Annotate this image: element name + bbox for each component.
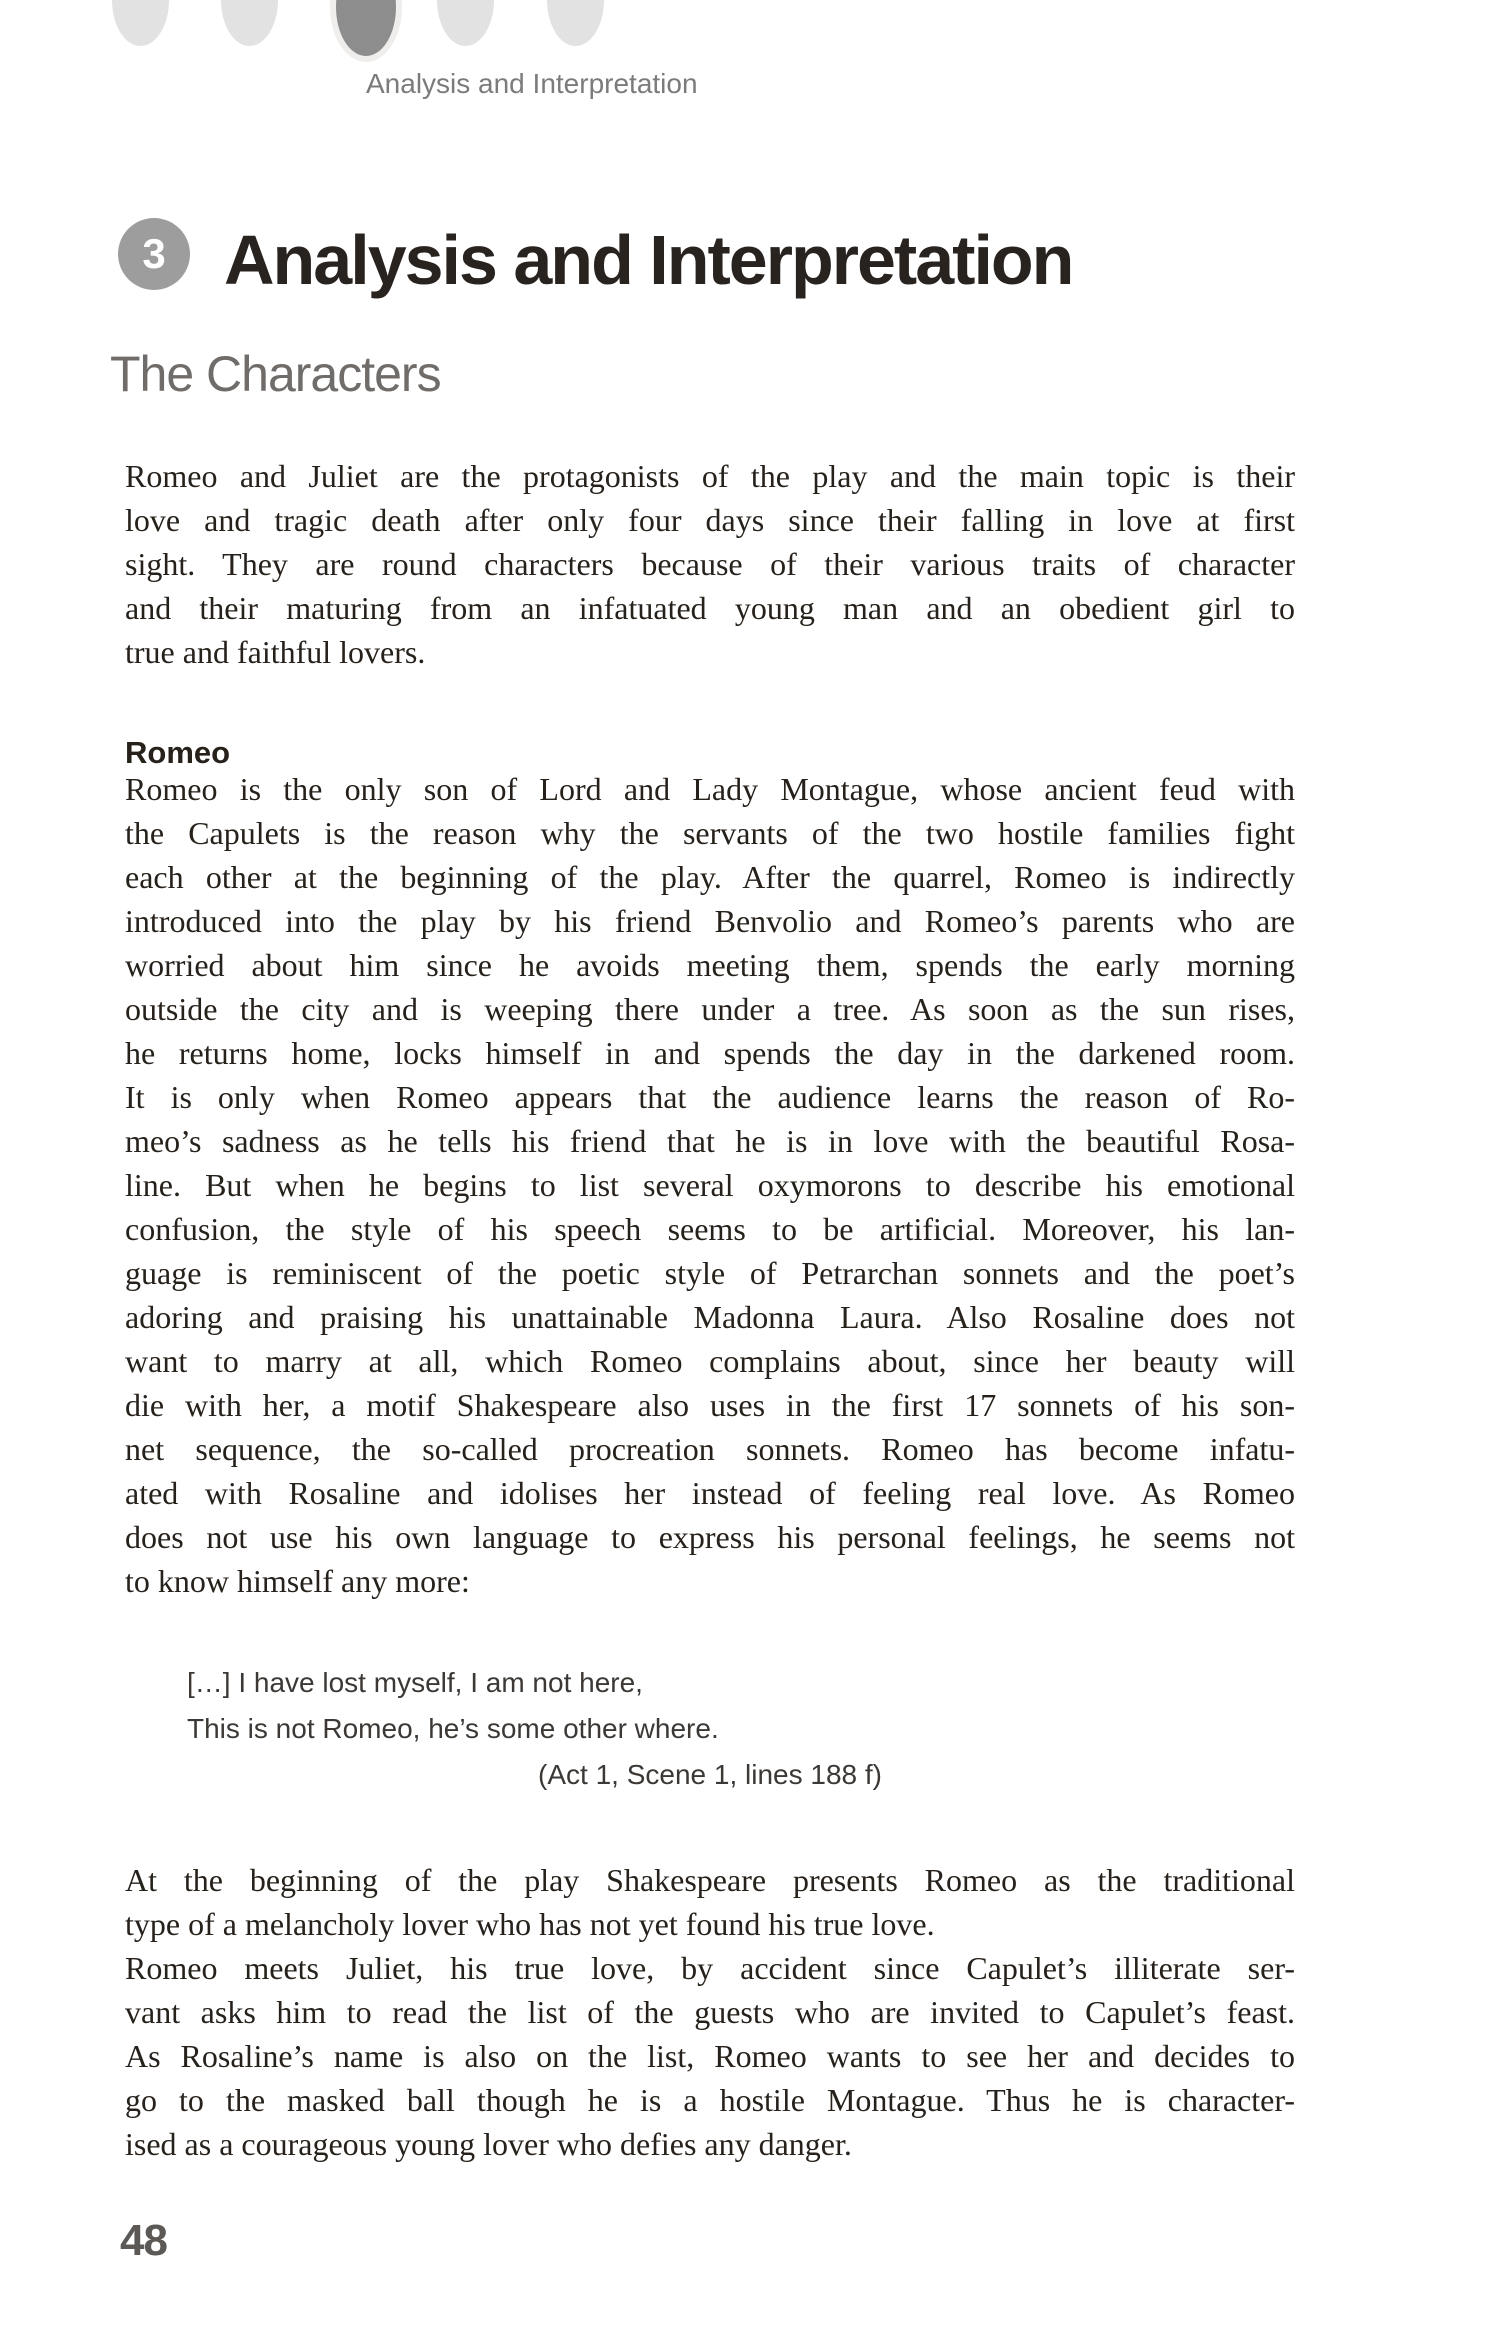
- text-line: net sequence, the so-called procreation sonnets. Romeo has become infatu-: [125, 1431, 1295, 1467]
- text-line: want to marry at all, which Romeo complains about, since her beauty will: [125, 1343, 1295, 1379]
- paragraph-romeo: [125, 767, 1295, 1603]
- text-line: Romeo is the only son of Lord and Lady Montague, whose ancient feud with: [125, 771, 1295, 807]
- text-line: adoring and praising his unattainable Madonna Laura. Also Rosaline does not: [125, 1299, 1295, 1335]
- text-line: guage is reminiscent of the poetic style of Petrarchan sonnets and the poet’s: [125, 1255, 1295, 1291]
- verse-quote: [187, 1660, 882, 1798]
- text-line: die with her, a motif Shakespeare also uses in the first 17 sonnets of his son-: [125, 1387, 1295, 1423]
- text-line: does not use his own language to express his personal feelings, he seems not: [125, 1519, 1295, 1555]
- text-line: and their maturing from an infatuated young man and an obedient girl to: [125, 590, 1295, 626]
- text-line: At the beginning of the play Shakespeare presents Romeo as the traditional: [125, 1862, 1295, 1898]
- section-title: The Characters: [110, 346, 441, 402]
- text-line: vant asks him to read the list of the guests who are invited to Capulet’s feast.: [125, 1994, 1295, 2030]
- progress-dot: [112, 0, 169, 46]
- progress-dot: [221, 0, 278, 46]
- chapter-number-badge: [118, 218, 190, 290]
- progress-dot-active: [330, 0, 402, 62]
- text-line: Romeo and Juliet are the protagonists of the play and the main topic is their: [125, 458, 1295, 494]
- text-line: he returns home, locks himself in and spends the day in the darkened room.: [125, 1035, 1295, 1071]
- running-header: Analysis and Interpretation: [366, 68, 698, 99]
- text-line: sight. They are round characters because of their various traits of character: [125, 546, 1295, 582]
- text-line: Romeo meets Juliet, his true love, by accident since Capulet’s illiterate ser-: [125, 1950, 1295, 1986]
- text-line: the Capulets is the reason why the servants of the two hostile families fight: [125, 815, 1295, 851]
- progress-dot: [547, 0, 604, 46]
- text-line: meo’s sadness as he tells his friend that he is in love with the beautiful Rosa-: [125, 1123, 1295, 1159]
- text-line: It is only when Romeo appears that the audience learns the reason of Ro-: [125, 1079, 1295, 1115]
- text-line: ated with Rosaline and idolises her instead of feeling real love. As Romeo: [125, 1475, 1295, 1511]
- text-line: As Rosaline’s name is also on the list, Romeo wants to see her and decides to: [125, 2038, 1295, 2074]
- text-line: outside the city and is weeping there under a tree. As soon as the sun rises,: [125, 991, 1295, 1027]
- text-line: introduced into the play by his friend Benvolio and Romeo’s parents who are: [125, 903, 1295, 939]
- text-line: true and faithful lovers.: [125, 634, 426, 670]
- chapter-number: 3: [142, 230, 166, 277]
- text-line: confusion, the style of his speech seems to be artificial. Moreover, his lan-: [125, 1211, 1295, 1247]
- page-number: 48: [120, 2216, 167, 2265]
- text-line: love and tragic death after only four days since their falling in love at first: [125, 502, 1295, 538]
- chapter-title: Analysis and Interpretation: [224, 221, 1073, 299]
- quote-line: This is not Romeo, he’s some other where.: [187, 1713, 719, 1744]
- paragraph-closing-a: [125, 1858, 1295, 1946]
- paragraph-closing-b: [125, 1946, 1295, 2166]
- subsection-label-romeo: Romeo: [125, 735, 231, 770]
- paragraph-intro: [125, 454, 1295, 674]
- text-line: worried about him since he avoids meeting them, spends the early morning: [125, 947, 1295, 983]
- text-line: go to the masked ball though he is a hostile Montague. Thus he is character-: [125, 2082, 1295, 2118]
- text-line: line. But when he begins to list several oxymorons to describe his emotional: [125, 1167, 1295, 1203]
- text-line: type of a melancholy lover who has not yet found his true love.: [125, 1906, 935, 1942]
- quote-line: […] I have lost myself, I am not here,: [187, 1667, 643, 1698]
- quote-citation: (Act 1, Scene 1, lines 188 f): [538, 1759, 882, 1790]
- text-line: ised as a courageous young lover who defies any danger.: [125, 2126, 852, 2162]
- progress-dot: [437, 0, 494, 46]
- text-line: to know himself any more:: [125, 1563, 470, 1599]
- text-line: each other at the beginning of the play. After the quarrel, Romeo is indirectly: [125, 859, 1295, 895]
